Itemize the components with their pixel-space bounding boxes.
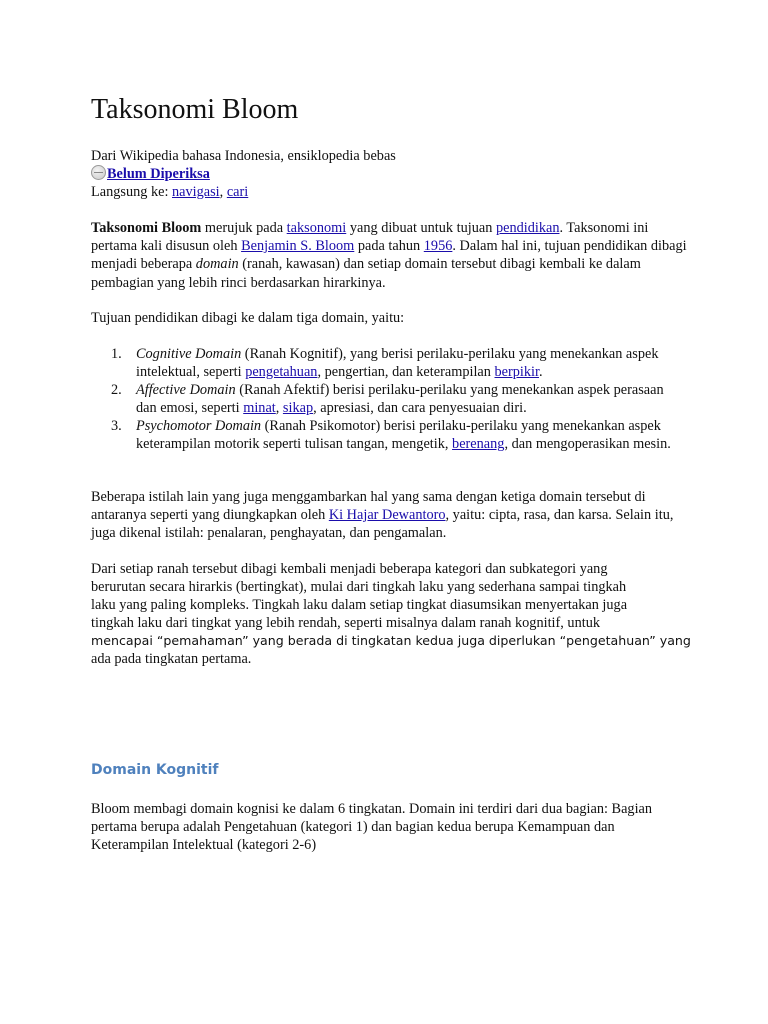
domain-text: . — [538, 364, 543, 380]
link-sikap[interactable]: sikap — [282, 400, 314, 416]
cognitive-paragraph: Bloom membagi domain kognisi ke dalam 6 tingkatan. Domain ini terdiri dari dua bagian: Bagian pertama berupa adalah Pengetahuan (kategori 1) dan bagian kedua berupa Kemampuan dan Keterampilan Intelektual (kategori 2-6) — [91, 801, 653, 854]
review-status-link[interactable]: Belum Diperiksa — [107, 166, 210, 182]
jump-label: Langsung ke: — [91, 184, 172, 200]
list-item — [111, 417, 676, 453]
hierarchy-line-3: laku yang paling kompleks. Tingkah laku dalam setiap tingkat diasumsikan menyertakan juga — [91, 597, 628, 613]
list-item-number: 1. — [111, 346, 122, 362]
domain-text: , — [275, 400, 283, 416]
domains-intro: Tujuan pendidikan dibagi ke dalam tiga domain, yaitu: — [91, 310, 405, 326]
intro-paragraph — [91, 219, 691, 292]
review-status — [91, 165, 210, 183]
list-item-number: 2. — [111, 382, 122, 398]
domain-name: Cognitive Domain — [136, 346, 242, 362]
intro-text-4: pada tahun — [354, 238, 424, 255]
intro-term: Taksonomi Bloom — [91, 220, 202, 236]
list-item-number: 3. — [111, 418, 122, 434]
domain-text: , pengertian, dan keterampilan — [317, 364, 495, 380]
intro-text-5: . Dalam hal ini, tujuan pendidikan dibagi menjadi beberapa — [91, 238, 687, 273]
domain-text: , apresiasi, dan cara penyesuaian diri. — [313, 400, 527, 416]
link-pendidikan[interactable]: pendidikan — [495, 220, 560, 236]
intro-text-3: . Taksonomi ini pertama kali disusun oleh — [91, 220, 649, 255]
link-minat[interactable]: minat — [243, 400, 276, 416]
hierarchy-line-1: Dari setiap ranah tersebut dibagi kembali menjadi beberapa kategori dan subkategori yang — [91, 561, 608, 577]
jump-navigation-link[interactable]: navigasi — [172, 184, 220, 200]
jump-separator: , — [219, 184, 227, 200]
link-ki-hajar-dewantoro[interactable]: Ki Hajar Dewantoro — [328, 507, 446, 524]
paragraph-text: Beberapa istilah lain yang juga menggambarkan hal yang sama dengan ketiga domain tersebut di antaranya seperti yang diungkapkan oleh — [91, 489, 646, 524]
intro-text-2: yang dibuat untuk tujuan — [346, 220, 496, 236]
link-benjamin-bloom[interactable]: Benjamin S. Bloom — [241, 238, 355, 255]
domain-name: Affective Domain — [136, 382, 236, 398]
hierarchy-line-5: mencapai “pemahaman” yang berada di tingkatan kedua juga diperlukan “pengetahuan” yang — [91, 633, 691, 648]
link-pengetahuan[interactable]: pengetahuan — [245, 364, 318, 380]
jump-links — [91, 183, 248, 201]
link-berpikir[interactable]: berpikir — [494, 364, 539, 380]
list-item — [111, 381, 676, 417]
domains-list — [111, 345, 676, 453]
paragraph-text: , yaitu: cipta, rasa, dan karsa. Selain itu, juga dikenal istilah: penalaran, penghayatan, dan pengamalan. — [91, 507, 674, 542]
domain-name: Psychomotor Domain — [136, 418, 262, 434]
link-year-1956[interactable]: 1956 — [423, 238, 453, 255]
page-title: Taksonomi Bloom — [91, 94, 299, 125]
hierarchy-line-2: berurutan secara hirarkis (bertingkat), mulai dari tingkah laku yang sederhana sampai tingkah — [91, 579, 627, 595]
jump-search-link[interactable]: cari — [226, 184, 249, 200]
link-taksonomi[interactable]: taksonomi — [286, 220, 347, 236]
other-terms-paragraph — [91, 488, 691, 543]
domain-text: (Ranah Psikomotor) berisi perilaku-perilaku yang menekankan aspek keterampilan motorik seperti tulisan tangan, mengetik, — [136, 418, 661, 452]
domain-text: (Ranah Kognitif), yang berisi perilaku-perilaku yang menekankan aspek intelektual, seperti — [136, 346, 659, 380]
link-berenang[interactable]: berenang — [452, 436, 505, 452]
list-item — [111, 345, 676, 381]
domain-text: (Ranah Afektif) berisi perilaku-perilaku yang menekankan aspek perasaan dan emosi, seperti — [136, 382, 664, 416]
domain-text: , dan mengoperasikan mesin. — [504, 436, 671, 452]
section-heading-domain-kognitif: Domain Kognitif — [91, 762, 219, 778]
intro-text-1: merujuk pada — [201, 220, 287, 236]
review-status-icon — [91, 165, 106, 180]
hierarchy-line-6: ada pada tingkatan pertama. — [91, 651, 252, 667]
subtitle: Dari Wikipedia bahasa Indonesia, ensiklopedia bebas — [91, 148, 396, 164]
intro-domain-word: domain — [195, 256, 239, 273]
hierarchy-line-4: tingkah laku dari tingkat yang lebih rendah, seperti misalnya dalam ranah kognitif, untuk — [91, 615, 600, 631]
intro-text-6: (ranah, kawasan) dan setiap domain tersebut dibagi kembali ke dalam pembagian yang lebih rinci berdasarkan hirarkinya. — [91, 256, 641, 291]
